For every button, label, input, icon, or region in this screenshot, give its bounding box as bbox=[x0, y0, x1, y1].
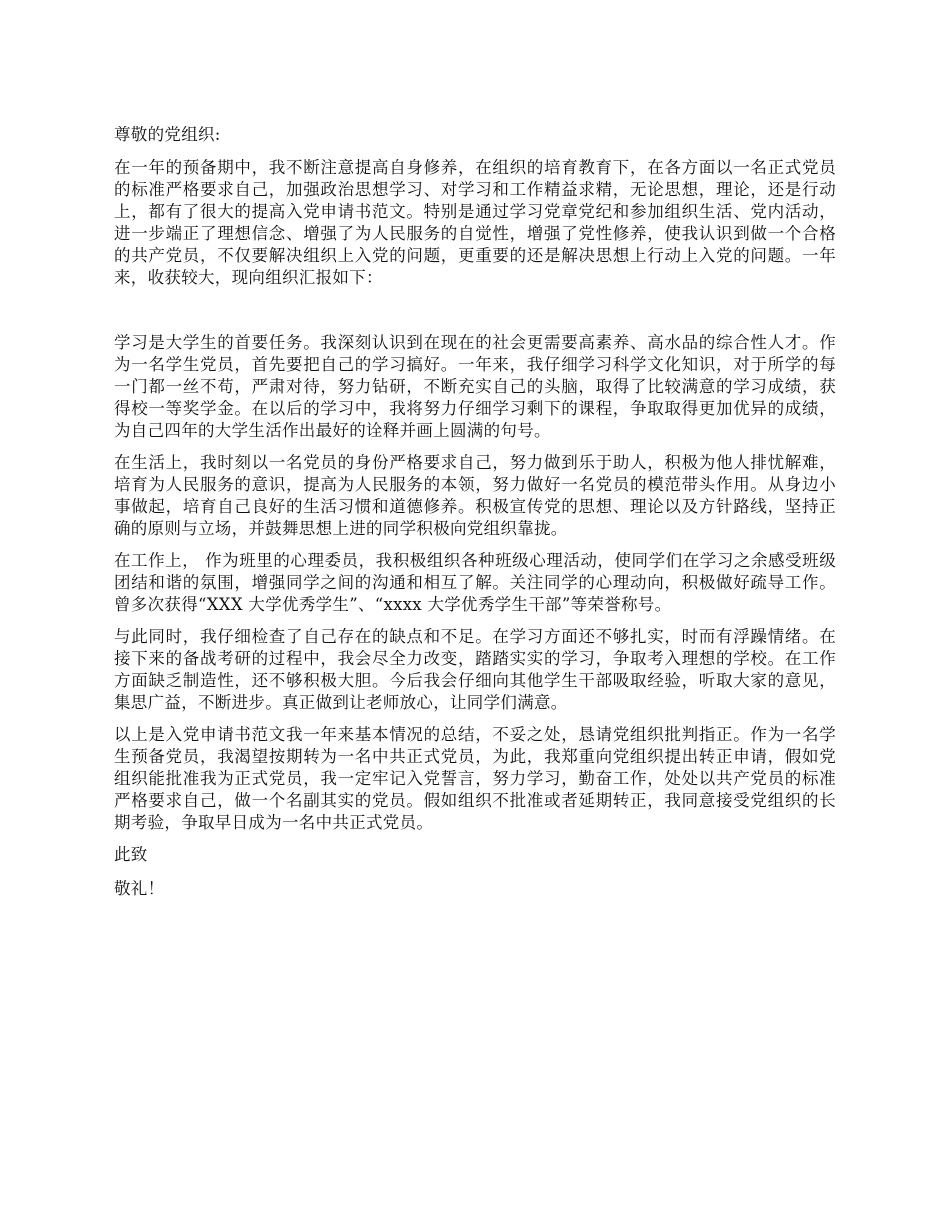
paragraph-intro: 在一年的预备期中，我不断注意提高自身修养，在组织的培育教育下，在各方面以一名正式党员的标准严格要求自己，加强政治思想学习、对学习和工作精益求精，无论思想，理论，还是行动上，都有了很大的提高入党申请书范文。特别是通过学习党章党纪和参加组织生活、党内活动，进一步端正了理想信念、增强了为人民服务的自觉性，增强了党性修养，使我认识到做一个合格的共产党员，不仅要解决组织上入党的问题，更重要的还是解决思想上行动上入党的问题。一年来，收获较大，现向组织汇报如下： bbox=[114, 158, 836, 287]
closing-line-2: 敬礼！ bbox=[114, 879, 165, 898]
closing-line-1: 此致 bbox=[114, 845, 148, 864]
paragraph-conclusion: 以上是入党申请书范文我一年来基本情况的总结，不妥之处，恳请党组织批判指正。作为一名学生预备党员，我渴望按期转为一名中共正式党员，为此，我郑重向党组织提出转正申请，假如党组织能批准我为正式党员，我一定牢记入党誓言，努力学习，勤奋工作，处处以共产党员的标准严格要求自己，做一个名副其实的党员。假如组织不批准或者延期转正，我同意接受党组织的长期考验，争取早日成为一名中共正式党员。 bbox=[114, 725, 836, 832]
paragraph-shortcomings: 与此同时，我仔细检查了自己存在的缺点和不足。在学习方面还不够扎实，时而有浮躁情绪。在接下来的备战考研的过程中，我会尽全力改变，踏踏实实的学习，争取考入理想的学校。在工作方面缺乏制造性，还不够积极大胆。今后我会仔细向其他学生干部吸取经验，听取大家的意见，集思广益，不断进步。真正做到让老师放心，让同学们满意。 bbox=[114, 627, 836, 712]
letter-body bbox=[114, 124, 836, 912]
paragraph-study: 学习是大学生的首要任务。我深刻认识到在现在的社会更需要高素养、高水品的综合性人才。作为一名学生党员，首先要把自己的学习搞好。一年来，我仔细学习科学文化知识，对于所学的每一门都一丝不苟，严肃对待，努力钻研，不断充实自己的头脑，取得了比较满意的学习成绩，获得校一等奖学金。在以后的学习中，我将努力仔细学习剩下的课程，争取取得更加优异的成绩，为自己四年的大学生活作出最好的诠释并画上圆满的句号。 bbox=[114, 333, 836, 440]
paragraph-life: 在生活上，我时刻以一名党员的身份严格要求自己，努力做到乐于助人，积极为他人排忧解难，培育为人民服务的意识，提高为人民服务的本领，努力做好一名党员的模范带头作用。从身边小事做起，培育自己良好的生活习惯和道德修养。积极宣传党的思想、理论以及方针路线，坚持正确的原则与立场，并鼓舞思想上进的同学积极向党组织靠拢。 bbox=[114, 453, 836, 538]
paragraph-work: 在工作上， 作为班里的心理委员，我积极组织各种班级心理活动，使同学们在学习之余感受班级团结和谐的氛围，增强同学之间的沟通和相互了解。关注同学的心理动向，积极做好疏导工作。曾多次获得“XXX 大学优秀学生”、“xxxx 大学优秀学生干部”等荣誉称号。 bbox=[114, 551, 836, 614]
letter-salutation: 尊敬的党组织: bbox=[114, 125, 221, 144]
paragraph-spacer bbox=[114, 299, 836, 332]
